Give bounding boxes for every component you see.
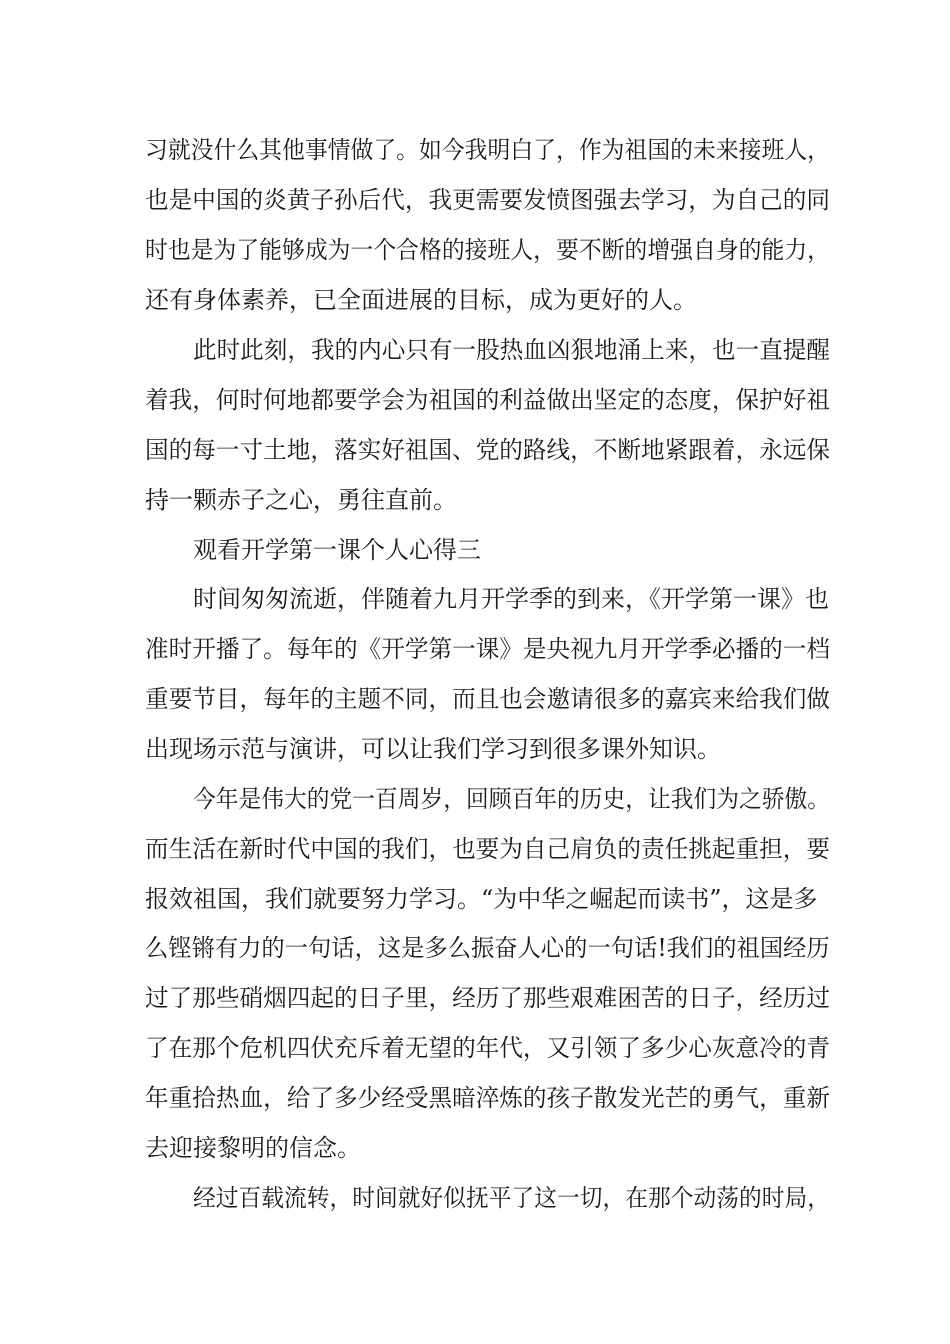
text-line: 还有身体素养，已全面进展的目标，成为更好的人。: [145, 286, 697, 314]
text-line: 时也是为了能够成为一个合格的接班人，要不断的增强自身的能力，: [145, 236, 831, 264]
text-line: 时间匆匆流逝，伴随着九月开学季的到来，《开学第一课》也: [193, 585, 829, 613]
text-line: 国的每一寸土地，落实好祖国、党的路线，不断地紧跟着，永远保: [145, 436, 831, 464]
text-line: 年重拾热血，给了多少经受黑暗淬炼的孩子散发光芒的勇气，重新: [145, 1084, 831, 1112]
text-line: 报效祖国，我们就要努力学习。“为中华之崛起而读书”，这是多: [145, 885, 818, 913]
text-line: 么铿锵有力的一句话，这是多么振奋人心的一句话!我们的祖国经历: [145, 934, 830, 962]
text-line: 而生活在新时代中国的我们，也要为自己肩负的责任挑起重担，要: [145, 835, 831, 863]
text-line: 过了那些硝烟四起的日子里，经历了那些艰难困苦的日子，经历过: [145, 984, 831, 1012]
text-line: 准时开播了。每年的《开学第一课》是央视九月开学季必播的一档: [145, 635, 831, 663]
text-line: 此时此刻，我的内心只有一股热血凶狠地涌上来，也一直提醒: [193, 336, 830, 364]
text-line: 了在那个危机四伏充斥着无望的年代，又引领了多少心灰意冷的青: [145, 1034, 831, 1062]
text-line: 着我，何时何地都要学会为祖国的利益做出坚定的态度，保护好祖: [145, 386, 831, 414]
text-line: 也是中国的炎黄子孙后代，我更需要发愤图强去学习，为自己的同: [145, 186, 831, 214]
text-line: 今年是伟大的党一百周岁，回顾百年的历史，让我们为之骄傲。: [193, 785, 830, 813]
text-line: 出现场示范与演讲，可以让我们学习到很多课外知识。: [145, 735, 721, 763]
text-line: 去迎接黎明的信念。: [145, 1134, 361, 1162]
text-line: 重要节目，每年的主题不同，而且也会邀请很多的嘉宾来给我们做: [145, 685, 831, 713]
text-line: 经过百载流转，时间就好似抚平了这一切，在那个动荡的时局，: [193, 1184, 830, 1212]
text-line: 持一颗赤子之心，勇往直前。: [145, 486, 457, 514]
text-line: 习就没什么其他事情做了。如今我明白了，作为祖国的未来接班人，: [145, 136, 831, 164]
section-heading: 观看开学第一课个人心得三: [193, 536, 481, 564]
